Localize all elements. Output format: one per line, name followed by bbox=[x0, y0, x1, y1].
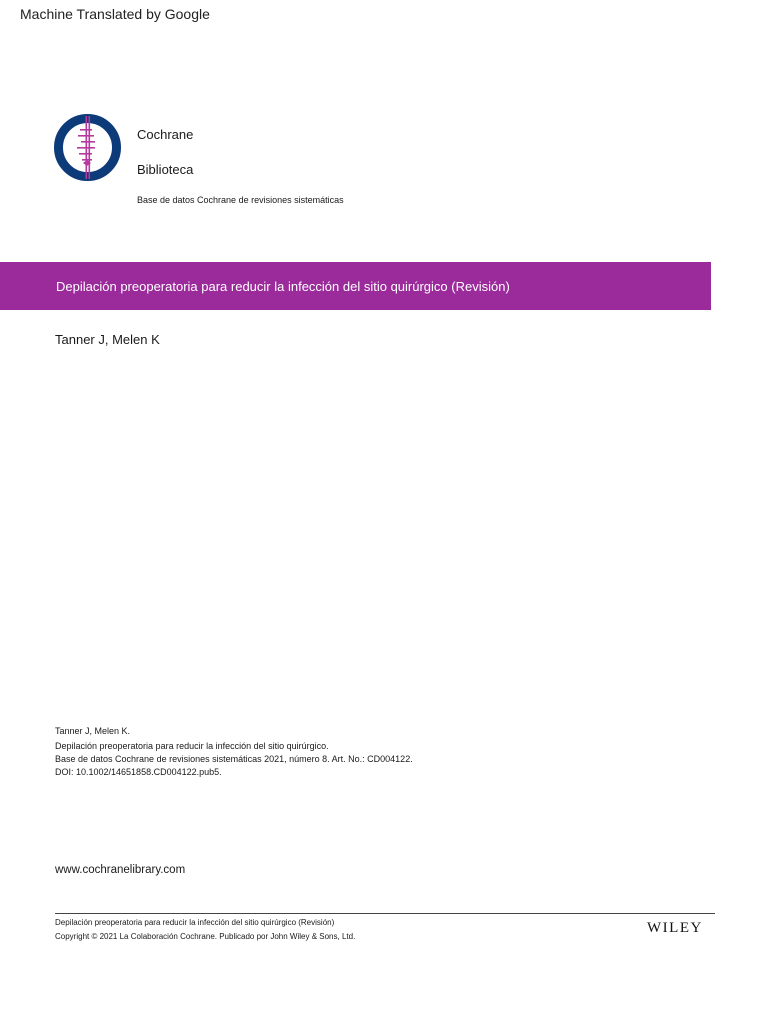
authors: Tanner J, Melen K bbox=[55, 332, 160, 347]
cochrane-logo-icon bbox=[53, 113, 122, 182]
footer-copyright: Copyright © 2021 La Colaboración Cochrane. Publicado por John Wiley & Sons, Ltd. bbox=[55, 932, 356, 941]
citation-line: Base de datos Cochrane de revisiones sistemáticas 2021, número 8. Art. No.: CD004122. bbox=[55, 754, 413, 764]
citation-line: Depilación preoperatoria para reducir la infección del sitio quirúrgico. bbox=[55, 741, 329, 751]
citation-line: Tanner J, Melen K. bbox=[55, 726, 131, 736]
citation-doi: DOI: 10.1002/14651858.CD004122.pub5. bbox=[55, 767, 222, 777]
brand-name-line1: Cochrane bbox=[137, 127, 194, 142]
review-title: Depilación preoperatoria para reducir la infección del sitio quirúrgico (Revisión) bbox=[56, 279, 510, 294]
wiley-logo: WILEY bbox=[647, 920, 703, 936]
footer-divider bbox=[55, 913, 715, 914]
database-name: Base de datos Cochrane de revisiones sistemáticas bbox=[137, 195, 344, 205]
machine-translated-banner: Machine Translated by Google bbox=[20, 6, 210, 22]
website-link[interactable]: www.cochranelibrary.com bbox=[55, 864, 186, 876]
footer-title: Depilación preoperatoria para reducir la infección del sitio quirúrgico (Revisión) bbox=[55, 918, 335, 927]
brand-name-line2: Biblioteca bbox=[137, 162, 194, 177]
title-band bbox=[0, 262, 711, 310]
